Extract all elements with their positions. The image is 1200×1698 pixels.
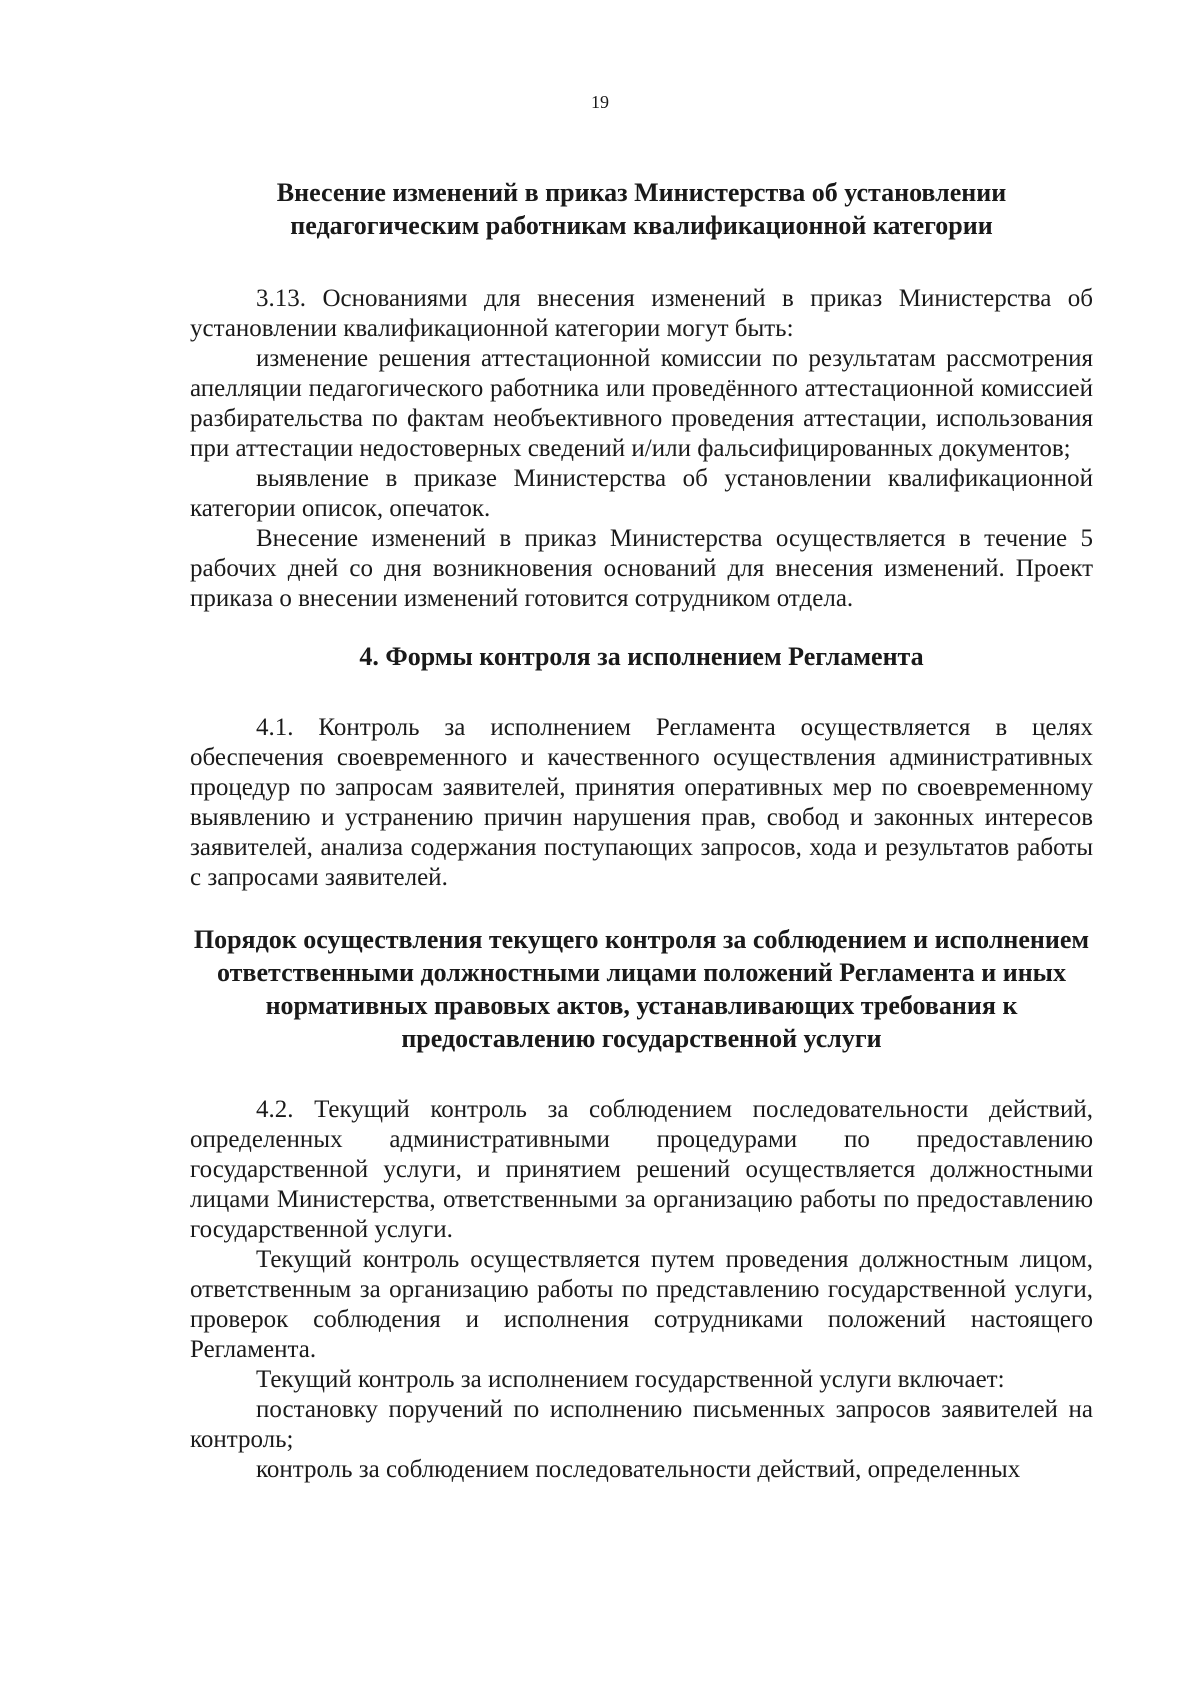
section-heading-current-control: Порядок осуществления текущего контроля за соблюдением и исполнением ответственными должностными лицами положений Регламента и иных нормативных правовых актов, устанавливающих требования к предоставлению государственной услуги (193, 925, 1090, 1053)
paragraph: Текущий контроль осуществляется путем проведения должностным лицом, ответственным за организацию работы по представлению государственной услуги, проверок соблюдения и исполнения сотрудниками положений настоящего Регламента. (190, 1246, 1093, 1363)
paragraph: изменение решения аттестационной комиссии по результатам рассмотрения апелляции педагогического работника или проведённого аттестационной комиссией разбирательства по фактам необъективного проведения аттестации, использования при аттестации недостоверных сведений и/или фальсифицированных документов; (190, 345, 1093, 462)
paragraph: 4.1. Контроль за исполнением Регламента осуществляется в целях обеспечения своевременного и качественного осуществления административных процедур по запросам заявителей, принятия оперативных мер по своевременному выявлению и устранению причин нарушения прав, свобод и законных интересов заявителей, анализа содержания поступающих запросов, хода и результатов работы с запросами заявителей. (190, 714, 1093, 891)
paragraph: Внесение изменений в приказ Министерства осуществляется в течение 5 рабочих дней со дня возникновения оснований для внесения изменений. Проект приказа о внесении изменений готовится сотрудником отдела. (190, 525, 1093, 612)
paragraph: выявление в приказе Министерства об установлении квалификационной категории описок, опечаток. (190, 465, 1093, 522)
page-number: 19 (591, 92, 609, 112)
paragraph: 4.2. Текущий контроль за соблюдением последовательности действий, определенных административными процедурами по предоставлению государственной услуги, и принятием решений осуществляется должностными лицами Министерства, ответственными за организацию работы по предоставлению государственной услуги. (190, 1096, 1093, 1243)
document-body (190, 176, 1093, 1485)
paragraph: постановку поручений по исполнению письменных запросов заявителей на контроль; (190, 1396, 1093, 1453)
paragraph: Текущий контроль за исполнением государственной услуги включает: (256, 1366, 1005, 1393)
section-heading-amendments: Внесение изменений в приказ Министерства об установлении педагогическим работникам квалификационной категории (276, 178, 1007, 240)
section-heading-control-forms: 4. Формы контроля за исполнением Регламента (359, 642, 924, 671)
paragraph: контроль за соблюдением последовательности действий, определенных (256, 1456, 1021, 1483)
paragraph: 3.13. Основаниями для внесения изменений в приказ Министерства об установлении квалификационной категории могут быть: (190, 285, 1093, 342)
